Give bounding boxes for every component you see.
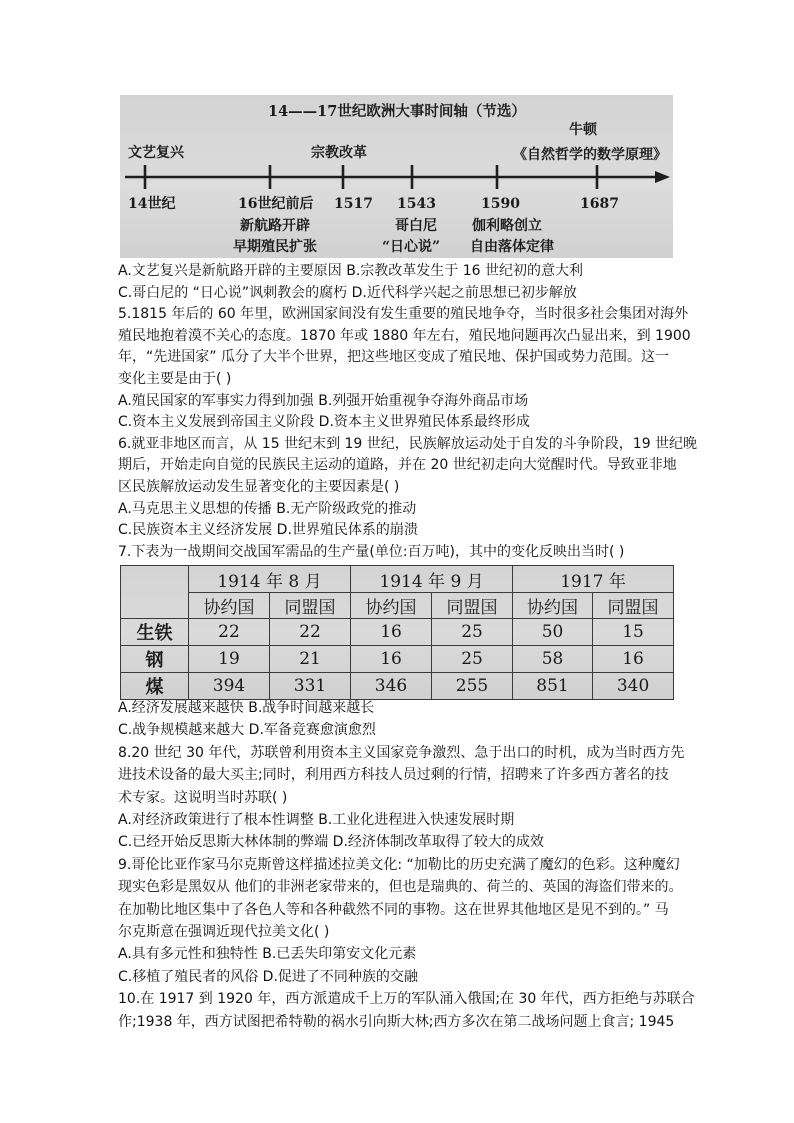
q6-option-line: A.马克思主义思想的传播 B.无产阶级政党的推动 [118, 500, 417, 517]
q5-stem-line: 变化主要是由于( ) [118, 370, 232, 387]
event-renaissance: 文艺复兴 [128, 145, 184, 161]
table-header-row [121, 566, 674, 593]
event-free-fall: 自由落体定律 [470, 239, 554, 255]
questions-7-to-10 [118, 697, 695, 1033]
period-header: 1914 年 8 月 [189, 566, 351, 593]
q9-stem-line: 现实色彩是黑奴从 他们的非洲老家带来的，但也是瑞典的、荷兰的、英国的海盗们带来的。 [118, 879, 683, 896]
q7-stem-line: 7.下表为一战期间交战国军需品的生产量(单位:百万吨)，其中的变化反映出当时( ) [118, 543, 625, 560]
table-cell: 255 [432, 673, 513, 700]
table-cell: 25 [432, 646, 513, 673]
row-label: 钢 [121, 646, 189, 673]
q6-stem-line: 6.就亚非地区而言，从 15 世纪末到 19 世纪，民族解放运动处于自发的斗争阶段，19 世纪晚 [118, 435, 698, 452]
timeline-title: 14——17世纪欧洲大事时间轴（节选） [268, 103, 526, 120]
date-label: 16世纪前后 [238, 196, 314, 212]
table-cell: 346 [351, 673, 432, 700]
q5-stem-line: 年，“先进国家” 瓜分了大半个世界，把这些地区变成了殖民地、保护国或势力范围。这一 [118, 349, 669, 366]
table-row [121, 646, 674, 673]
q5-option-line: A.殖民国家的军事实力得到加强 B.列强开始重视争夺海外商品市场 [118, 392, 529, 409]
q8-stem-line: 术专家。这说明当时苏联( ) [118, 789, 288, 806]
q9-stem-line: 尔克斯意在强调近现代拉美文化( ) [118, 924, 330, 941]
event-galileo: 伽利略创立 [472, 218, 542, 234]
event-heliocentric: “日心说” [382, 239, 441, 255]
table-corner-cell [121, 566, 189, 619]
q7-option-line: A.经济发展越来越快 B.战争时间越来越长 [118, 700, 375, 716]
side-header: 协约国 [351, 593, 432, 619]
table-cell: 25 [432, 619, 513, 646]
side-header: 同盟国 [270, 593, 351, 619]
event-copernicus: 哥白尼 [395, 218, 437, 234]
munitions-production-table [120, 565, 674, 700]
table-cell: 50 [513, 619, 593, 646]
table-cell: 22 [270, 619, 351, 646]
side-header: 协约国 [189, 593, 270, 619]
date-label: 1517 [334, 196, 373, 212]
q9-stem-line: 在加勒比地区集中了各色人等和各种截然不同的事物。这在世界其他地区是见不到的。” 马 [118, 901, 669, 918]
table-row [121, 619, 674, 646]
table-cell: 21 [270, 646, 351, 673]
timeline-arrow-icon [655, 171, 670, 183]
table-side-row [121, 593, 674, 619]
q8-stem-line: 8.20 世纪 30 年代，苏联曾利用资本主义国家竞争激烈、急于出口的时机，成为当时西方先 [118, 744, 685, 761]
q9-option-line: C.移植了殖民者的风俗 D.促进了不同种族的交融 [118, 968, 418, 985]
q6-option-line: C.民族资本主义经济发展 D.世界殖民体系的崩溃 [118, 522, 418, 539]
q5-stem-line: 殖民地抱着漠不关心的态度。1870 年或 1880 年左右，殖民地问题再次凸显出来，到 1900 [118, 327, 691, 344]
q10-stem-line: 10.在 1917 到 1920 年，西方派遣成千上万的军队涌入俄国;在 30 年代，西方拒绝与苏联合 [118, 991, 695, 1008]
table-cell: 15 [593, 619, 674, 646]
row-label: 生铁 [121, 619, 189, 646]
row-label: 煤 [121, 673, 189, 700]
table-row [121, 673, 674, 700]
q5-option-line: C.资本主义发展到帝国主义阶段 D.资本主义世界殖民体系最终形成 [118, 414, 530, 431]
event-newton: 牛顿 [569, 122, 597, 138]
q4-option-line: C.哥白尼的 “日心说”讽刺教会的腐朽 D.近代科学兴起之前思想已初步解放 [118, 284, 577, 301]
q5-stem-line: 5.1815 年后的 60 年里，欧洲国家间没有发生重要的殖民地争夺，当时很多社会集团对海外 [118, 306, 689, 323]
table-cell: 19 [189, 646, 270, 673]
date-label: 1687 [580, 196, 619, 212]
event-reformation: 宗教改革 [311, 145, 367, 161]
q7-option-line: C.战争规模越来越大 D.军备竞赛愈演愈烈 [118, 722, 376, 739]
table-cell: 16 [593, 646, 674, 673]
q9-option-line: A.具有多元性和独特性 B.已丢失印第安文化元素 [118, 946, 417, 963]
side-header: 同盟国 [432, 593, 513, 619]
table-cell: 394 [189, 673, 270, 700]
period-header: 1914 年 9 月 [351, 566, 513, 593]
table-cell: 16 [351, 619, 432, 646]
q9-stem-line: 9.哥伦比亚作家马尔克斯曾这样描述拉美文化: “加勒比的历史充满了魔幻的色彩。这种魔幻 [118, 856, 680, 873]
questions-4-to-7 [118, 261, 697, 563]
q4-option-line: A.文艺复兴是新航路开辟的主要原因 B.宗教改革发生于 16 世纪初的意大利 [118, 263, 583, 279]
table-cell: 58 [513, 646, 593, 673]
period-header: 1917 年 [513, 566, 674, 593]
table-cell: 340 [593, 673, 674, 700]
date-label: 14世纪 [128, 196, 176, 212]
q8-stem-line: 进技术设备的最大买主;同时，利用西方科技人员过剩的行情，招聘来了许多西方著名的技 [118, 767, 669, 784]
date-label: 1590 [481, 196, 520, 212]
q6-stem-line: 区民族解放运动发生显著变化的主要因素是( ) [118, 478, 400, 495]
event-newton-book: 《自然哲学的数学原理》 [513, 147, 667, 163]
table-cell: 22 [189, 619, 270, 646]
q8-option-line: C.已经开始反思斯大林体制的弊端 D.经济体制改革取得了较大的成效 [118, 834, 544, 851]
table-cell: 331 [270, 673, 351, 700]
side-header: 同盟国 [593, 593, 674, 619]
event-new-route: 新航路开辟 [240, 218, 310, 234]
q10-stem-line: 作;1938 年，西方试图把希特勒的祸水引向斯大林;西方多次在第二战场问题上食言; 1945 [118, 1013, 675, 1030]
date-label: 1543 [397, 196, 436, 212]
table-cell: 16 [351, 646, 432, 673]
event-colonial-expansion: 早期殖民扩张 [233, 239, 317, 255]
side-header: 协约国 [513, 593, 593, 619]
europe-timeline-figure [120, 95, 673, 258]
table-cell: 851 [513, 673, 593, 700]
q6-stem-line: 期后，开始走向自觉的民族民主运动的道路，并在 20 世纪初走向大觉醒时代。导致亚非地 [118, 457, 677, 474]
q8-option-line: A.对经济政策进行了根本性调整 B.工业化进程进入快速发展时期 [118, 812, 515, 829]
